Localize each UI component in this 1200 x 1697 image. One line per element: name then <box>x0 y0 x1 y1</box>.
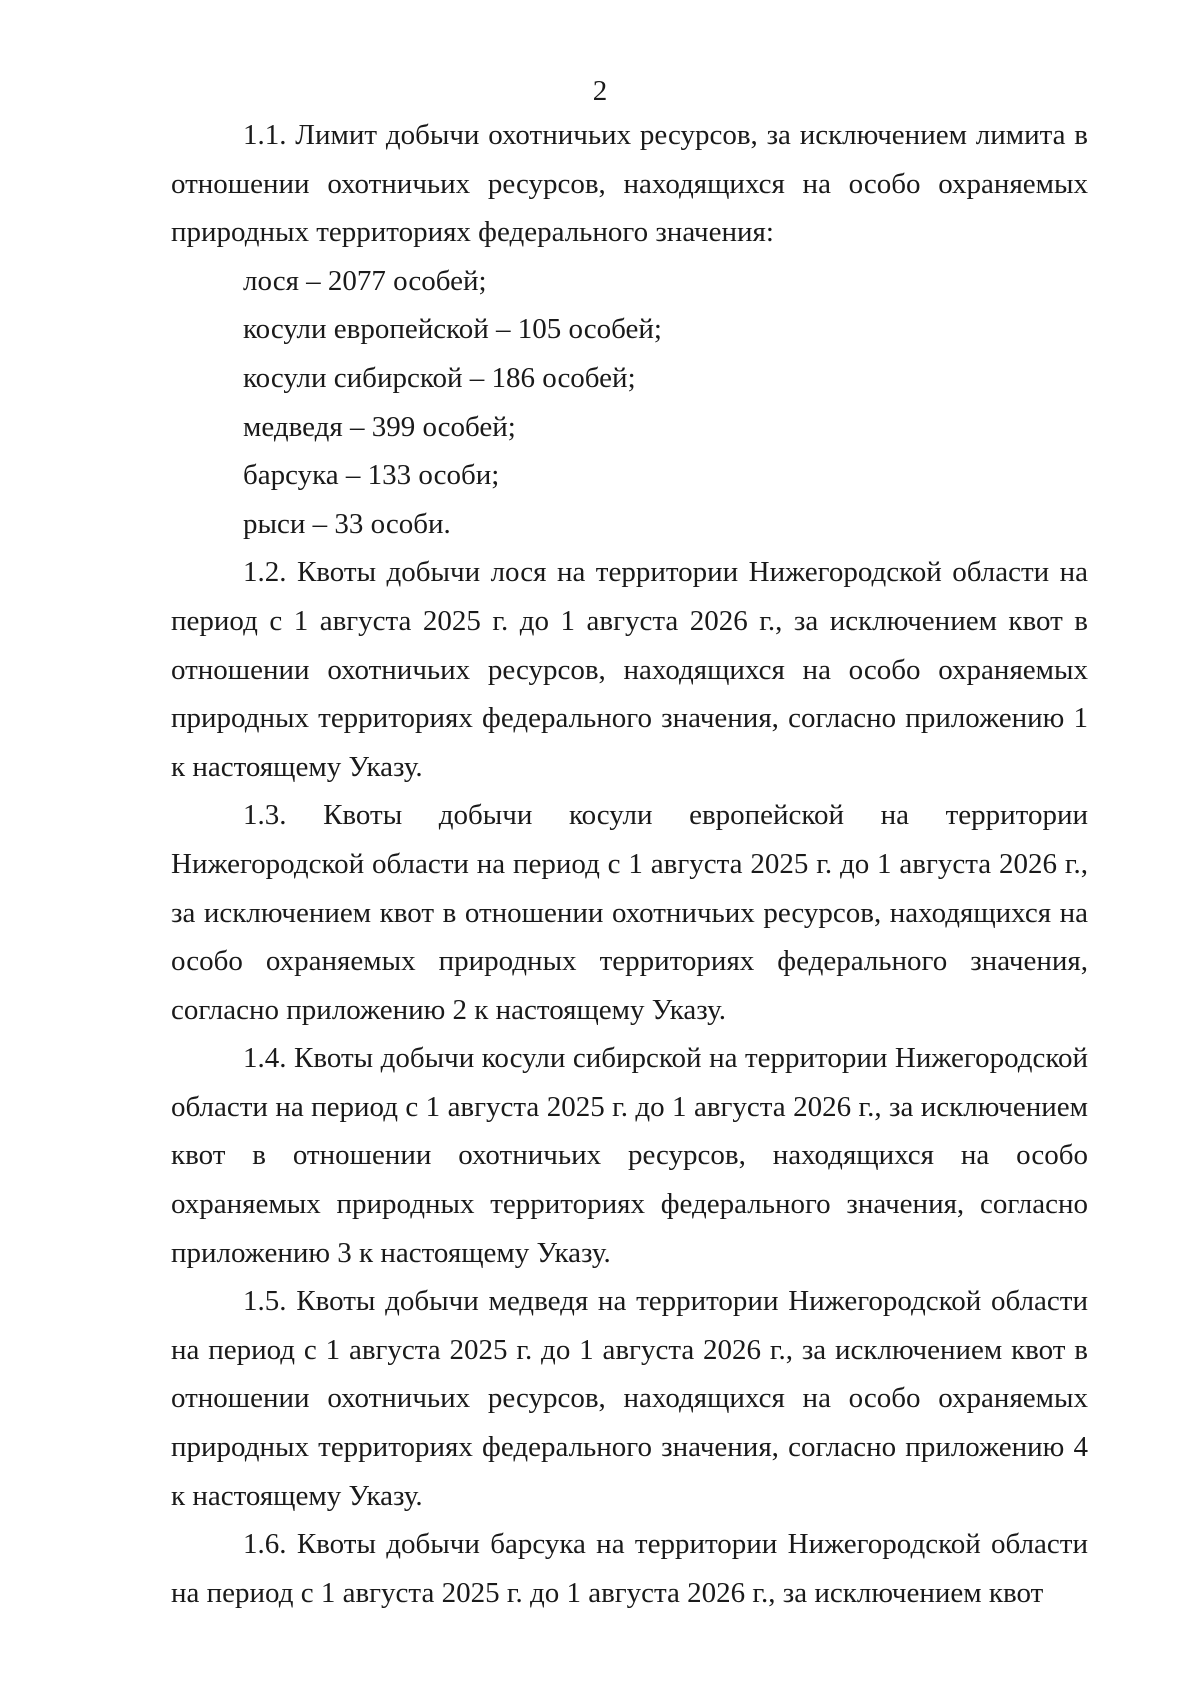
list-item: косули европейской – 105 особей; <box>243 313 662 346</box>
document-body <box>171 111 1088 1617</box>
paragraph-1-5: 1.5. Квоты добычи медведя на территории Нижегородской области на период с 1 августа 2025 г. до 1 августа 2026 г., за исключением квот в отношении охотничьих ресурсов, находящихся на особо охраняемых природных территориях федерального значения, согласно приложению 4 к настоящему Указу. <box>171 1285 1088 1512</box>
limits-list <box>171 257 1088 549</box>
paragraph-1-6: 1.6. Квоты добычи барсука на территории Нижегородской области на период с 1 августа 2025 г. до 1 августа 2026 г., за исключением квот <box>171 1528 1088 1609</box>
paragraph-1-1: 1.1. Лимит добычи охотничьих ресурсов, за исключением лимита в отношении охотничьих ресурсов, находящихся на особо охраняемых природных территориях федерального значения: <box>171 119 1088 249</box>
list-item: косули сибирской – 186 особей; <box>243 361 636 394</box>
page-number: 2 <box>592 75 608 107</box>
list-item: медведя – 399 особей; <box>243 410 516 443</box>
paragraph-1-4: 1.4. Квоты добычи косули сибирской на территории Нижегородской области на период с 1 августа 2025 г. до 1 августа 2026 г., за исключением квот в отношении охотничьих ресурсов, находящихся на особо охраняемых природных территориях федерального значения, согласно приложению 3 к настоящему Указу. <box>171 1042 1088 1269</box>
paragraph-1-3: 1.3. Квоты добычи косули европейской на территории Нижегородской области на период с 1 августа 2025 г. до 1 августа 2026 г., за исключением квот в отношении охотничьих ресурсов, находящихся на особо охраняемых природных территориях федерального значения, согласно приложению 2 к настоящему Указу. <box>171 799 1088 1026</box>
paragraph-1-2: 1.2. Квоты добычи лося на территории Нижегородской области на период с 1 августа 2025 г. до 1 августа 2026 г., за исключением квот в отношении охотничьих ресурсов, находящихся на особо охраняемых природных территориях федерального значения, согласно приложению 1 к настоящему Указу. <box>171 556 1088 783</box>
list-item: рыси – 33 особи. <box>243 507 451 540</box>
list-item: лося – 2077 особей; <box>243 264 487 297</box>
list-item: барсука – 133 особи; <box>243 459 500 492</box>
